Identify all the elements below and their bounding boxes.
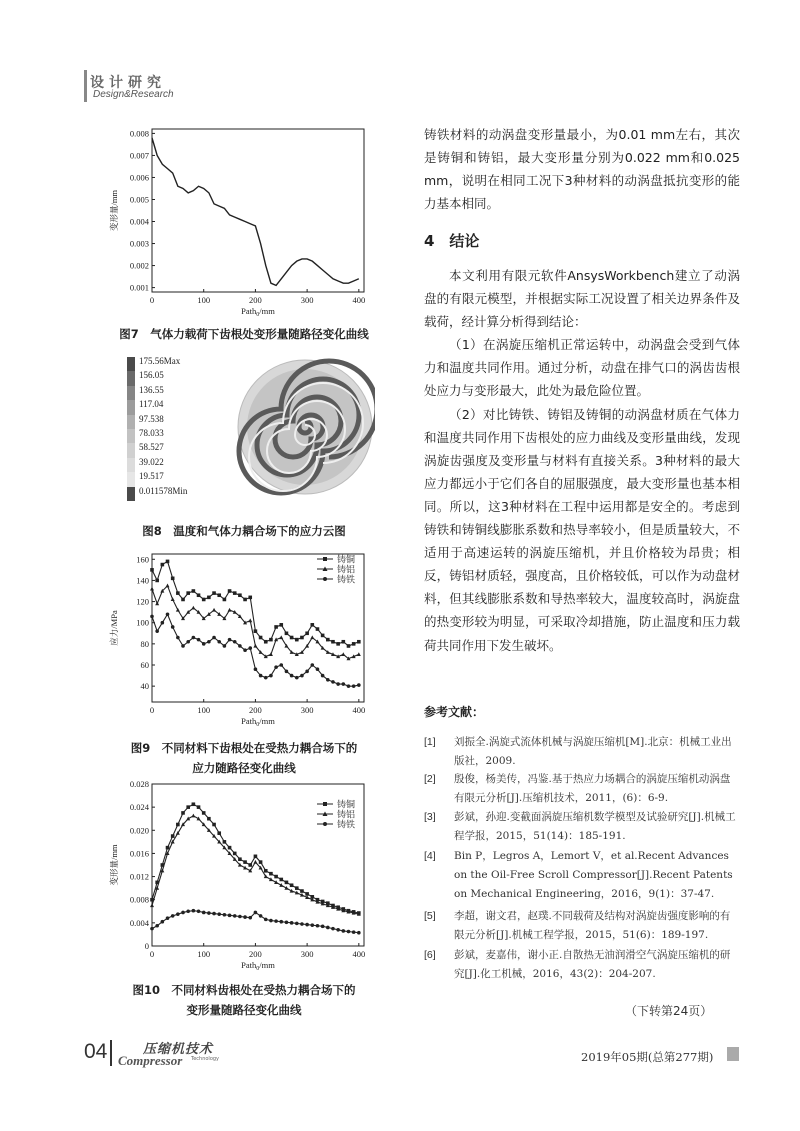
y-tick-label: 0.003 [129,238,149,249]
x-tick-label: 300 [300,949,314,959]
data-point [357,683,361,687]
figure-10-caption-line2: 变形量随路径变化曲线 [186,1003,302,1017]
data-point [316,924,320,928]
legend-marker [323,822,327,826]
data-point [150,927,154,931]
data-point [233,914,237,918]
data-point [192,589,196,593]
journal-section-title: 设计研究 [90,75,166,91]
data-point [150,903,154,907]
data-point [233,640,237,644]
data-point [347,644,351,648]
data-point [248,646,252,650]
data-point [223,840,227,844]
data-point [352,930,356,934]
data-point [207,911,211,915]
data-point [279,663,283,667]
data-point [342,640,346,644]
issue-info: 2019年05期(总第277期) [581,1050,714,1064]
x-tick-label: 200 [249,949,262,959]
reference-item: [5] 李超，谢文君，赵璞.不同载荷及结构对涡旋齿强度影响的有限元分析[J].机械工程学报，2015，51(6)：189-197. [424,910,731,941]
data-point [202,811,206,815]
legend-value: 117.04 [139,399,164,410]
legend-level [127,443,237,457]
data-point [161,563,165,567]
data-point [197,593,201,597]
data-point [238,915,242,919]
continued-note: （下转第24页） [625,1004,713,1018]
data-point [161,621,165,625]
series-line-1 [152,138,359,286]
data-point [253,644,257,648]
data-point [207,817,211,821]
conclusion-body [424,264,740,657]
data-point [223,913,227,917]
data-point [305,923,309,927]
figure-7-chart [105,125,380,320]
x-tick-label: 300 [300,295,314,305]
y-tick-label: 120 [136,596,149,607]
data-point [295,886,299,890]
legend-value: 78.033 [139,428,164,438]
data-point [228,608,232,612]
header-bar [84,70,87,102]
data-point [254,911,258,915]
figure-9-chart [105,550,380,730]
y-tick-label: 40 [140,681,149,692]
data-point [191,814,195,818]
data-point [264,869,268,873]
data-point [305,892,309,896]
data-point [186,640,190,644]
data-point [300,636,304,640]
plot-frame [152,129,364,292]
data-point [212,608,216,612]
data-point [171,914,175,918]
data-point [202,598,206,602]
data-point [181,911,185,915]
data-point [228,589,232,593]
legend-value: 58.527 [139,442,164,453]
data-point [181,644,185,648]
reference-item: [6] 彭斌，麦嘉伟，谢小正.自散热无油润滑空气涡旋压缩机的研究[J].化工机械，2016，43(2)：204-207. [424,949,731,980]
legend-label: 铸铝 [337,809,356,820]
legend-level [127,357,237,371]
data-point [186,909,190,913]
legend-level [127,386,237,400]
data-point [192,802,196,806]
section-title-conclusion: 4 结论 [424,232,480,250]
data-point [347,684,351,688]
data-point [274,625,278,629]
y-tick-label: 0.020 [129,825,149,836]
data-point [243,915,247,919]
legend-swatch [127,429,135,443]
data-point [197,909,201,913]
data-point [253,860,257,864]
y-tick-label: 0.004 [129,917,149,928]
y-tick-label: 140 [136,575,149,586]
data-point [217,912,221,916]
data-point [269,638,273,642]
stress-contour-image [235,357,375,497]
data-point [166,584,170,588]
journal-section-subtitle: Design&Research [93,89,174,100]
legend-swatch [127,400,135,414]
figure-8-caption: 图8 温度和气体力耦合场下的应力云图 [142,524,346,538]
data-point [254,855,258,859]
data-point [342,682,346,686]
legend-level [127,487,237,501]
data-point [150,615,154,619]
x-axis-label: Path$_0$/mm [241,306,275,318]
x-tick-label: 400 [352,295,366,305]
data-point [228,914,232,918]
data-point [176,912,180,916]
legend-value: 156.05 [139,370,164,381]
y-tick-label: 100 [136,617,149,628]
data-point [269,652,273,656]
series-line-1 [152,804,359,913]
x-tick-label: 200 [249,295,262,305]
legend-value: 39.022 [139,456,164,467]
data-point [274,919,278,923]
footer-separator [110,1040,112,1066]
data-point [150,587,154,591]
y-tick-label: 0.004 [129,216,149,227]
data-point [316,667,320,671]
data-point [181,811,185,815]
legend-label: 铸铁 [337,819,356,830]
data-point [238,593,242,597]
x-tick-label: 0 [149,705,155,715]
data-point [191,606,195,610]
legend-swatch [127,458,135,472]
data-point [171,834,175,838]
data-point [300,889,304,893]
data-point [166,612,170,616]
y-tick-label: 0 [144,941,149,951]
data-point [212,912,216,916]
data-point [279,878,283,882]
data-point [331,640,335,644]
data-point [248,618,252,622]
data-point [290,674,294,678]
data-point [285,631,289,635]
data-point [279,635,283,639]
data-point [243,648,247,652]
paragraph-intro: 铸铁材料的动涡盘变形量最小，为0.01 mm左右，其次是铸铜和铸铝，最大变形量分别为0.022 mm和0.025 mm，说明在相同工况下3种材料的动涡盘抵抗变形的能力基本相同。 [424,127,740,212]
legend-level [127,472,237,486]
data-point [166,560,170,564]
data-point [176,636,180,640]
data-point [155,601,159,605]
data-point [321,925,325,929]
data-point [259,636,263,640]
y-tick-label: 60 [140,660,149,670]
data-point [212,823,216,827]
data-point [248,596,252,600]
data-point [192,636,196,640]
legend-level [127,415,237,429]
data-point [186,591,190,595]
data-point [321,674,325,678]
figure-8 [123,355,383,505]
data-point [192,909,196,913]
legend-level [127,371,237,385]
data-point [238,644,242,648]
data-point [290,636,294,640]
legend-swatch [127,472,135,486]
y-tick-label: 0.002 [129,260,149,271]
data-point [243,860,247,864]
data-point [248,916,252,920]
data-point [310,663,314,667]
data-point [342,929,346,933]
legend-value: 97.538 [139,413,164,424]
x-axis-label: Path$_0$/mm [241,716,275,728]
data-point [357,640,361,644]
y-tick-label: 160 [136,554,149,565]
data-point [279,623,283,627]
data-point [269,919,273,923]
x-tick-label: 400 [352,705,366,715]
data-point [305,670,309,674]
x-tick-label: 300 [300,705,314,715]
legend-swatch [127,487,135,501]
data-point [254,629,258,633]
y-tick-label: 0.006 [129,172,149,183]
data-point [223,644,227,648]
journal-logo-tech: Technology [191,1056,220,1062]
data-point [202,642,206,646]
data-point [259,674,263,678]
data-point [176,591,180,595]
data-point [155,924,159,928]
reference-item: [3] 彭斌，孙迎.变截面涡旋压缩机数学模型及试验研究[J].机械工程学报，2015，51(14)：185-191. [424,811,736,842]
legend-marker [323,802,327,806]
references-title: 参考文献： [424,705,485,719]
y-tick-label: 0.001 [129,282,149,293]
data-point [326,638,330,642]
legend-swatch [127,357,135,371]
data-point [269,872,273,876]
data-point [285,920,289,924]
y-axis-label: 变形量/mm [109,844,119,886]
legend-level [127,429,237,443]
data-point [243,598,247,602]
data-point [207,640,211,644]
body-intro [424,123,740,215]
data-point [228,846,232,850]
figure-10-chart [105,780,380,975]
data-point [336,682,340,686]
data-point [171,577,175,581]
data-point [310,635,314,639]
y-tick-label: 0.016 [129,848,149,859]
data-point [197,805,201,809]
data-point [321,634,325,638]
data-point [161,920,165,924]
data-point [264,918,268,922]
legend-level [127,458,237,472]
data-point [259,914,263,918]
data-point [217,831,221,835]
series-line-1 [152,561,359,646]
data-point [341,652,345,656]
data-point [176,823,180,827]
data-point [212,636,216,640]
data-point [310,923,314,927]
data-point [155,629,159,633]
data-point [228,638,232,642]
data-point [223,598,227,602]
data-point [336,642,340,646]
data-point [207,596,211,600]
reference-item: [2] 殷俊，杨美传，冯鉴.基于热应力场耦合的涡旋压缩机动涡盘有限元分析[J].压缩机技术，2011，(6)：6-9. [424,773,731,804]
legend-label: 铸铝 [337,564,356,575]
footer-marker [727,1047,739,1061]
legend-level [127,400,237,414]
legend-swatch [127,415,135,429]
data-point [295,922,299,926]
data-point [300,674,304,678]
legend-swatch [127,443,135,457]
data-point [155,579,159,583]
data-point [285,670,289,674]
data-point [217,593,221,597]
data-point [347,930,351,934]
data-point [202,911,206,915]
x-tick-label: 100 [197,705,211,715]
data-point [238,857,242,861]
data-point [166,916,170,920]
data-point [326,926,330,930]
data-point [212,591,216,595]
data-point [310,623,314,627]
data-point [264,676,268,680]
data-point [352,642,356,646]
data-point [264,640,268,644]
y-tick-label: 0.005 [129,194,149,205]
data-point [269,674,273,678]
legend-label: 铸铁 [337,574,356,585]
data-point [150,568,154,572]
data-point [171,625,175,629]
data-point [295,676,299,680]
data-point [279,920,283,924]
data-point [331,927,335,931]
journal-logo-en: Compressor [118,1053,183,1068]
legend-marker [323,577,327,581]
figure-10-caption-line1: 图10 不同材料齿根处在受热力耦合场下的 [132,983,356,997]
x-tick-label: 0 [149,949,155,959]
data-point [233,591,237,595]
data-point [290,921,294,925]
figure-7-caption: 图7 气体力载荷下齿根处变形量随路径变化曲线 [119,327,369,341]
y-tick-label: 0.024 [129,802,149,813]
data-point [274,875,278,879]
legend-label: 铸铜 [337,554,356,565]
reference-item: [1] 刘振全.涡旋式流体机械与涡旋压缩机[M].北京：机械工业出版社，2009. [424,736,732,767]
paragraph-conclusion-3: （2）对比铸铁、铸铝及铸铜的动涡盘材质在气体力和温度共同作用下齿根处的应力曲线及变形量曲线，发现涡旋齿强度及变形量与材料有直接关系。3种材料的最大应力都远小于它们各自的屈服强度，最大变形量也基本相同。所以，这3种材料在工程中运用都是安全的。考虑到铸铁和铸铜线膨胀系数和热导率较小，但是质量较大，不适用于高速运转的涡旋压缩机，并且价格较为昂贵；相反，铸铝材质轻，强度高，且价格较低，可以作为动盘材料，但其线膨胀系数和导热率较大，温度较高时，涡旋盘的热变形较为明显，可采取冷却措施，防止温度和压力载荷共同作用下发生破坏。 [424,406,740,653]
reference-item: [4] Bin P，Legros A，Lemort V，et al.Recent Advances on the Oil-Free Scroll Compressor[J].Recent Patents on Mechanical Engineering，2016，9(1)：37-47. [424,850,733,900]
data-point [326,678,330,682]
data-point [285,881,289,885]
data-point [290,883,294,887]
data-point [274,665,278,669]
data-point [248,863,252,867]
y-tick-label: 0.007 [129,150,149,161]
x-tick-label: 100 [197,949,211,959]
paragraph-conclusion-2: （1）在涡旋压缩机正常运转中，动涡盘会受到气体力和温度共同作用。通过分析，动盘在排气口的涡齿齿根处应力与变形最大，此处为最危险位置。 [424,337,740,399]
data-point [254,667,258,671]
legend-marker [323,557,327,561]
figure-9-caption-line1: 图9 不同材料下齿根处在受热力耦合场下的 [130,741,358,755]
data-point [217,640,221,644]
x-tick-label: 200 [249,705,262,715]
legend-swatch [127,386,135,400]
data-point [357,652,361,656]
y-axis-label: 变形量/mm [109,189,119,232]
series-line-2 [152,816,359,914]
data-point [186,805,190,809]
legend-value: 136.55 [139,384,164,395]
data-point [336,928,340,932]
paragraph-conclusion-1: 本文利用有限元软件AnsysWorkbench建立了动涡盘的有限元模型，并根据实际工况设置了相关边界条件及载荷，经计算分析得到结论： [424,268,740,330]
legend-swatch [127,371,135,385]
data-point [166,846,170,850]
data-point [181,598,185,602]
data-point [357,931,361,935]
data-point [300,922,304,926]
data-point [352,684,356,688]
legend-label: 铸铜 [337,799,356,810]
x-tick-label: 0 [149,295,155,305]
y-axis-label: 应力/MPa [109,610,119,646]
y-tick-label: 0.028 [129,780,149,789]
legend-value: 19.517 [139,471,164,482]
page-number: 04 [84,1040,108,1063]
data-point [295,638,299,642]
data-point [171,597,175,601]
data-point [331,680,335,684]
y-tick-label: 0.008 [129,128,149,139]
x-tick-label: 400 [352,949,366,959]
figure-9-caption-line2: 应力随路径变化曲线 [192,761,296,775]
x-axis-label: Path$_0$/mm [241,960,275,972]
y-tick-label: 80 [140,638,149,649]
y-tick-label: 0.008 [129,894,149,905]
data-point [197,638,201,642]
data-point [233,852,237,856]
data-point [259,860,263,864]
data-point [305,631,309,635]
x-tick-label: 100 [197,295,211,305]
plot-frame [152,554,364,702]
legend-value: 175.56Max [139,356,181,366]
journal-logo-cn: 压缩机技术 [143,1042,214,1057]
y-tick-label: 0.012 [129,871,149,882]
data-point [316,627,320,631]
legend-value: 0.011578Min [139,485,188,496]
